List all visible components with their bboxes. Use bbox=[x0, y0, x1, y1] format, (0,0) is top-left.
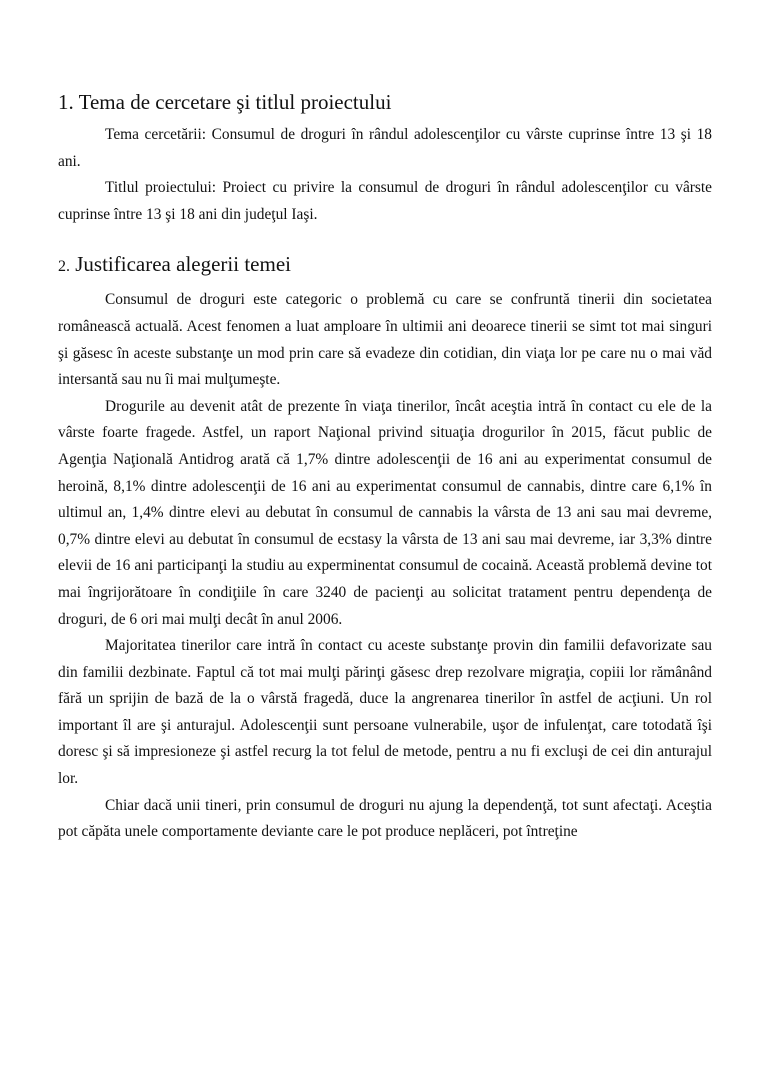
paragraph: Titlul proiectului: Proiect cu privire la consumul de droguri în rândul adolescenţilor cu vârste cuprinse între 13 şi 18 ani din judeţul Iaşi. bbox=[58, 179, 712, 223]
paragraph: Consumul de droguri este categoric o problemă cu care se confruntă tinerii din societatea românească actuală. Acest fenomen a luat amploare în ultimii ani deoarece tinerii se simt tot mai singuri şi găsesc în aceste substanţe un mod prin care să evadeze din cotidian, din viaţa lor pe care nu o mai văd intersantă sau nu îi mai mulţumeşte. bbox=[58, 291, 712, 389]
section-number: 1. bbox=[58, 90, 74, 114]
paragraph: Drogurile au devenit atât de prezente în viaţa tinerilor, încât aceştia intră în contact cu ele de la vârste foarte fragede. Astfel, un raport Naţional privind situaţia drogurilor în 2015, făcut public de Agenţia Naţională Antidrog arată că 1,7% dintre adolescenţii de 16 ani au experimentat consumul de heroină, 8,1% dintre adolescenţii de 16 ani au experimentat consumul de cannabis, dintre care 6,1% în ultimul an, 1,4% dintre elevi au debutat în consumul de cannabis la vârsta de 13 ani sau mai devreme, 0,7% dintre elevi au debutat în consumul de ecstasy la vârsta de 13 ani sau mai devreme, iar 3,3% dintre elevii de 16 ani participanţi la studiu au experminentat consumul de cocaină. Această problemă devine tot mai îngrijorătoare în condiţiile în care 3240 de pacienţi au solicitat tratament pentru dependenţa de droguri, de 6 ori mai mulţi decât în anul 2006. bbox=[58, 397, 712, 628]
section-title: Tema de cercetare şi titlul proiectului bbox=[78, 90, 392, 114]
paragraph: Chiar dacă unii tineri, prin consumul de droguri nu ajung la dependenţă, tot sunt afectaţi. Aceştia pot căpăta unele comportamente deviante care le pot produce neplăceri, pot întreţine bbox=[58, 796, 712, 841]
section-number: 2. bbox=[58, 258, 70, 276]
paragraph: Majoritatea tinerilor care intră în contact cu aceste substanţe provin din familii defavorizate sau din familii dezbinate. Faptul că tot mai mulţi părinţi găsesc drep rezolvare migraţia, copiii lor rămânând fără un sprijin de bază de la o vârstă fragedă, duce la angrenarea tinerilor în astfel de acţiuni. Un rol important îl are şi anturajul. Adolescenţii sunt persoane vulnerabile, uşor de infulenţat, care totodată îşi doresc şi să impresioneze şi astfel recurg la tot felul de metode, pentru a nu fi excluşi de cei din anturajul lor. bbox=[58, 637, 712, 788]
document-page bbox=[58, 88, 712, 846]
paragraph: Tema cercetării: Consumul de droguri în rândul adolescenţilor cu vârste cuprinse între 13 şi 18 ani. bbox=[58, 126, 712, 170]
section-heading-2 bbox=[58, 250, 712, 281]
section-heading-1 bbox=[58, 88, 712, 116]
section-title: Justificarea alegerii temei bbox=[75, 252, 291, 277]
section-spacer bbox=[58, 228, 712, 250]
